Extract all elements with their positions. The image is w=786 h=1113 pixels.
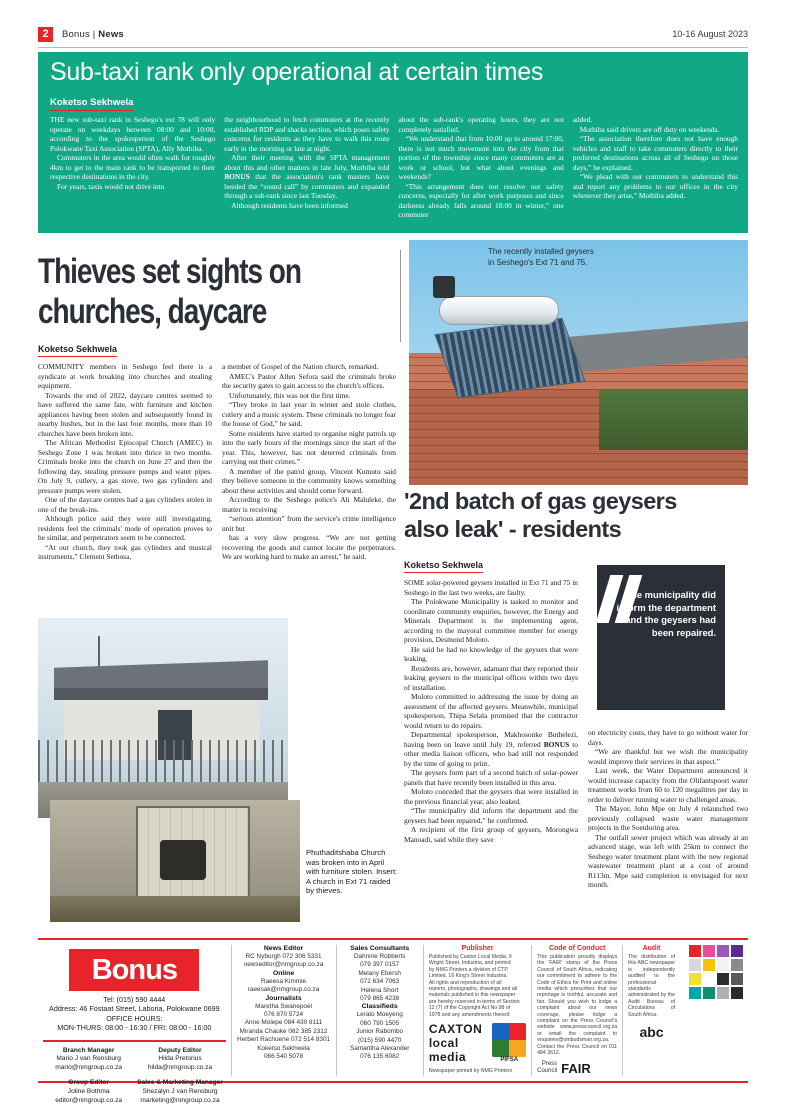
footer-line: Junior Rabombo [356,1028,404,1036]
paragraph: For years, taxis would not drive into [57,181,165,191]
article1-column-4 [573,115,738,227]
article1-byline: Koketso Sekhwela [50,97,133,111]
footer-line: Published by Caxton Local Media, 9 [428,954,512,960]
colour-swatch [703,987,715,999]
footer-line: Wright Street, Industria, and printed [428,960,511,967]
article3-column-1 [404,578,578,844]
colour-swatch [731,987,743,999]
headline-divider [400,250,401,342]
paragraph: about the sub-rank's operating hours, they are not completely satisfied. [398,115,564,134]
page-header [38,27,748,49]
footer-line: Helena Short [361,986,399,994]
footer-conduct-heading: Code of Conduct [548,945,606,952]
footer-sales-heading: Sales Consultants [350,945,410,952]
footer-printed-by: Newspaper printed by NMG Printers [428,1068,513,1075]
photo-church-building [38,618,288,818]
footer-staff-entry: Sales & Marketing Manager Shezalyn J van Rensburg marketing@nmgroup.co.za [137,1079,223,1104]
paragraph: A recipient of the first group of geysers, Morongwa Manoadi, said while they save [404,825,578,844]
footer-col-audit [623,941,680,1080]
footer-audit-body: The distribution of this ABC newspaper is independently audited to the professional standards administrated by the Audit Bureau of Circulations of South Africa. [628,954,676,1018]
footer-line: 1978 and any amendments thereof. [428,1011,511,1018]
paragraph: Last week, the Water Department announced it would increase capacity from the Olifantspoort water treatment works from 60 to 120 megalitres per day in order to deliver running water to challenged areas. [588,766,748,804]
colour-swatch [703,973,715,985]
paragraph: The outfall sewer project which was already at an advanced stage, was left with 25km to connect the Seshego water treatment plant with the new regional wastewater treatment plant at a cost of around R113m. Mpe said completion is envisaged for next month. [588,832,748,889]
footer-col-conduct [532,941,622,1080]
colour-swatch [689,959,701,971]
footer-classifieds-heading: Classifieds [361,1003,398,1011]
footer-line: reports, photographs, drawings and all [428,986,518,993]
footer-line: newseditor@nmgroup.co.za [243,961,324,969]
article3-column-2 [588,728,748,890]
breadcrumb-publication: Bonus [62,29,90,40]
colour-swatch [717,973,729,985]
footer-line: 076 135 6082 [360,1053,400,1061]
paragraph: Towards the end of 2022, daycare centres seemed to have suffered the same fate, with furniture and kitchen appliances having been stolen and subsequently found in nearby bushes, but in the last four months, more than 10 churches have been broken into. [38,390,212,438]
colour-swatch [731,973,743,985]
door-photo-break-hole [160,840,206,880]
photo-solar-geyser [409,240,748,485]
paragraph: “serious attention” from the service's crime intelligence unit but [222,514,396,533]
page-number-badge: 2 [38,27,53,42]
article2-photo-caption: Phuthaditshaba Church was broken into in April with furniture stolen. Insert: A church in Ext 71 raided by thieves. [306,848,398,896]
footer-contact-block [43,995,226,1033]
footer-tel: Tel: (015) 590 4444 [103,995,166,1004]
article2-headline-line2: churches, daycare [38,292,267,331]
paragraph: Moloto committed to addressing the issue by doing an assessment of the affected geysers. Meanwhile, municipal spokesperson, Thipa Selala promised that the contractor would return to do repairs. [404,692,578,730]
breadcrumb [62,27,124,42]
footer-line: 060 790 1505 [360,1019,400,1027]
abc-logo: abc [639,1024,664,1041]
paragraph: “They broke in last year in winter and stole clothes, cutlery and a music system. These criminals no longer fear the house of God,” he said. [222,400,396,428]
pull-quote-text: The municipality did inform the department and the geysers had been repaired. [616,589,716,638]
photo-foliage [599,390,748,450]
paragraph: Although residents have been informed [231,200,348,210]
footer-rule-top [38,938,748,940]
pifsa-logo-icon [492,1023,526,1057]
footer-staff-entry: Branch Manager Mario J van Rensburg mario@nmgroup.co.za [55,1046,123,1071]
footer-line: 12 (7) of the Copyright Act No 98 of [428,1005,511,1012]
paragraph: a member of Gospel of the Nation church, remarked. [222,362,379,371]
paragraph: After their meeting with the SPTA management about this and other matters in late July, Mothiba told BONUS that the association's rank masters have heeded the “sound call” by commuters and expanded through a sub-rank since last Tuesday. [224,153,390,201]
footer-classifieds-lines [341,1011,418,1061]
footer-line: Anne Molepe 084 430 8111 [244,1019,323,1027]
issue-date: 10-16 August 2023 [672,29,748,39]
footer-online-lines [237,978,331,995]
footer-conduct-body: This publication proudly displays the 'FAIR' stamp of the Press Council of South Africa, indicating our commitment to adhere to the Code of Ethics for Print and online media which prescribes that our reportage is truthful, accurate and fair. Should you wish to lodge a complaint about our news coverage, please lodge a complaint on the Press Council's website www.presscouncil.org.za or email the complaint to enquiries@ombudsman.org.za. Contact the Press Council on 011 484 3612. [537,954,618,1057]
colour-swatch [717,987,729,999]
paragraph: Although police said they were still investigating, residents feel the criminals' mode of operation proves to be similar, and perpetrators seem to be connected. [38,514,212,542]
paragraph: “The municipality did inform the department and the geysers had been repaired,” he confirmed. [404,806,578,825]
paragraph: the neighbourhood to fetch commuters at the recently established RDP and shacks section, which poses safety concerns for residents as they have to walk this route early in the morning or late at night. [224,115,390,153]
door-photo-grass [50,896,300,922]
footer-line: Miranda Chauke 082 385 2312 [239,1027,328,1035]
paragraph: A member of the patrol group, Vincent Kumutu said they believe someone in the community knows something about these activities and should come forward. [222,466,396,495]
paragraph: Commuters in the area would often walk for roughly 4km to get to the main rank to be transported to their respective destinations in the city. [50,153,216,182]
footer-line: Herbert Rachuene 072 514 8301 [236,1036,331,1044]
colour-swatch [689,945,701,957]
footer-journalists-heading: Journalists [265,994,302,1002]
breadcrumb-section: News [98,29,124,40]
paragraph: AMEC's Pastor Allen Sefora said the criminals broke the security gates to gain access to the church's offices. [222,371,396,390]
footer-staff-entry: Group Editor Joline Bothma editor@nmgroup.co.za [55,1079,123,1104]
colour-registration-swatches [689,945,743,999]
footer-line: raeesak@nmgroup.co.za [247,986,320,994]
bonus-logo: Bonus [69,949,199,991]
church-photo-eave [54,688,268,700]
footer-sales-lines [341,953,418,1003]
press-council-line2: Council [537,1068,558,1074]
article-sub-taxi-rank [38,52,748,233]
article1-column-2 [224,115,389,227]
footer-masthead [38,938,748,1104]
paragraph: “We are thankful but we wish the municipality would improve their services in that aspect.” [588,747,748,766]
article2-headline-line1: Thieves set sights on [38,252,301,291]
header-divider [38,47,748,48]
caxton-logo: CAXTON local media [428,1022,483,1065]
paragraph: Residents are, however, adamant that they reported their leaking geysers to the municipal offices within two days of installation. [404,663,578,692]
footer-col-sales [336,941,423,1080]
footer-line: Samantha Alexander [350,1045,410,1053]
footer-line: Koketso Sekhwela [257,1044,310,1052]
paragraph: Unfortunately, this was not the first time. [229,390,351,400]
footer-col-editorial [232,941,336,1080]
article1-column-1 [50,115,215,227]
footer-journalists-lines [237,1003,331,1062]
paragraph: The African Methodist Episcopal Church (AMEC) in Seshego Zone 1 was broken into thrice in two months. Criminals broke into the church on June 27 and then the following day, stealing pressure pumps and water pipes. On July 9, cutlery, a gas stove, two gas cylinders and pressure pumps were stolen. [38,438,212,495]
photo-broken-door-inset [50,800,300,922]
paragraph: has a very slow progress. “We are not getting recovering the goods and cannot locate the perpetrators. We are working hard to make an arrest,” he said. [222,533,396,561]
footer-line: Lerato Moeyeng [356,1011,403,1019]
footer-line: All rights and reproduction of all [428,979,502,986]
footer-staff-entry: Deputy Editor Hilda Pretorius hilda@nmgroup.co.za [147,1046,213,1071]
footer-publisher-lines [429,954,526,1018]
article1-columns [50,115,738,227]
breadcrumb-separator: | [92,29,96,40]
footer-line: Melany Ebersh [358,969,401,977]
article2-byline: Koketso Sekhwela [38,344,117,357]
article2-columns [38,362,396,562]
footer-line: materials published in this newspaper [428,992,516,999]
paragraph: Mothiba said drivers are off duty on weekends. [579,124,720,134]
footer-staff-col-2 [134,1047,225,1113]
press-council-line1: Press [541,1061,558,1067]
footer-line: Maretha Swanepoel [255,1002,312,1010]
article3-photo-caption: The recently installed geysers in Seshego's Ext 71 and 75. [488,247,594,267]
paragraph: “At our church, they took gas cylinders and musical instruments,” Clement Sethosa, [38,542,212,561]
article3-headline-line2: also leak' - residents [404,516,622,542]
footer-audit-heading: Audit [642,945,661,952]
pull-quote-box [597,565,725,710]
paragraph: According to the Seshego police's Ali Maluleke, the matter is receiving [222,495,396,514]
paragraph: “We plead with our commuters to understand this and report any problems to our offices in the city whenever they arise,” Mothiba added. [572,172,738,201]
footer-line: Limited, 16 King's Street Industria. [428,973,508,980]
footer-line: Raeesa Kimmie [260,977,307,985]
fair-stamp-icon: FAIR [561,1060,591,1076]
photo-geyser-tank [439,296,559,325]
footer-line: are hereby reserved in terms of Section [428,998,520,1005]
article1-headline: Sub-taxi rank only operational at certain times [50,58,544,86]
footer-col-colour-bars [680,941,748,1080]
footer-office-hours-label: OFFICE HOURS: [106,1013,163,1023]
article2-column-2 [222,362,396,562]
colour-swatch [731,945,743,957]
footer-publisher-heading: Publisher [461,945,494,952]
paragraph: “The association therefore does not have enough vehicles and staff to take commuters directly to their preferred destinations across all of Seshego on those days,” he explained. [572,134,738,172]
paragraph: COMMUNITY members in Seshego feel there is a syndicate at work breaking into churches and stealing equipment. [38,362,212,390]
footer-line: RC Nyburgh 072 306 5331 [245,953,322,960]
article3-headline [404,487,754,543]
colour-swatch [717,959,729,971]
paragraph: Departmental spokesperson, Makhosonke Buthelezi, having been on leave until July 19, referred BONUS to other media liaison officers, who had still not responded by the time of going to print. [404,730,578,768]
colour-swatch [703,959,715,971]
paragraph: One of the daycare centres had a gas cylinders stolen in one of the break-ins. [38,495,212,514]
footer-staff-grid [43,1040,226,1113]
footer-col-publisher [424,941,531,1080]
article1-column-3 [399,115,564,227]
pifsa-label: PIFSA [500,1057,519,1064]
paragraph: “This arrangement does not resolve our safety concerns, especially for after work purposes and since darkness already falls around 18:00 in winter,” one commuter [398,181,564,220]
paragraph: The Mayor, John Mpe on July 4 relaunched two previously collapsed waste water management projects in the Soetdoring area. [588,804,748,832]
article3-headline-line1: '2nd batch of gas geysers [404,488,677,514]
footer-line: by NMG Printers a division of CTP [428,966,508,973]
photo-geyser-cap [433,276,455,298]
article2-column-1 [38,362,212,562]
footer-columns [38,941,748,1104]
footer-line: 072 634 7063 [360,978,400,986]
footer-line: 076 870 5724 [263,1011,304,1019]
paragraph: added. [572,115,593,124]
paragraph: on electricity costs, they have to go without water for days. [588,728,748,747]
footer-line: 079 865 4238 [360,995,400,1003]
colour-swatch [689,987,701,999]
footer-address: Address: 46 Fostaat Street, Laboria, Polokwane 0699 [49,1004,220,1014]
footer-line: Dahnine Robberts [353,953,406,960]
paragraph: SOME solar-powered geysers installed in Ext 71 and 75 in Seshego in the last two weeks, are faulty. [404,578,578,597]
paragraph: “We understand that from 10:00 up to around 17:00, there is not much movement into the city from that portion of the township since many commuters are at work or school, but what about evenings and weekends? [398,134,564,182]
paragraph: Some residents have started to organise night patrols up into the early hours of the mornings since the start of the year. This, however, has not deterred criminals from carrying out their crimes.” [222,428,396,466]
colour-swatch [689,973,701,985]
footer-line: 066 540 5078 [263,1053,304,1061]
paragraph: The Polokwane Municipality is tasked to monitor and coordinate community enquiries, however, the Energy and Minerals Department is the implementing agent, according to the mayoral committee member for energy provision, Desmond Moloto. [404,597,578,644]
colour-swatch [731,959,743,971]
article3-byline: Koketso Sekhwela [404,560,483,573]
footer-staff-col-1 [43,1047,134,1113]
colour-swatch [717,945,729,957]
paragraph: Moloto conceded that the geysers that were installed in the previous financial year, also leaked. [404,787,578,806]
paragraph: He said he had no knowledge of the geysers that were leaking. [404,644,578,663]
article2-headline [38,252,394,332]
footer-col-contacts [38,941,231,1104]
colour-swatch [703,945,715,957]
footer-line: (015) 590 4470 [357,1036,402,1044]
footer-office-hours: MON-THURS: 08:00 - 16:30 / FRI: 08:00 - 16:00 [57,1023,212,1033]
footer-line: 079 397 0157 [360,961,400,969]
paragraph: The geysers form part of a second batch of solar-power panels that have recently been installed in this area. [404,768,578,787]
footer-news-editor-heading: News Editor [263,945,304,952]
paragraph: THE new sub-taxi rank in Seshego's ext 78 will only operate on weekdays between 08:00 and 10:00, according to the spokesperson of the Seshego Polokwane Taxi Association (SPTA), Ally Mothiba. [50,115,216,153]
footer-news-editor-lines [237,953,331,970]
footer-online-heading: Online [272,969,295,977]
